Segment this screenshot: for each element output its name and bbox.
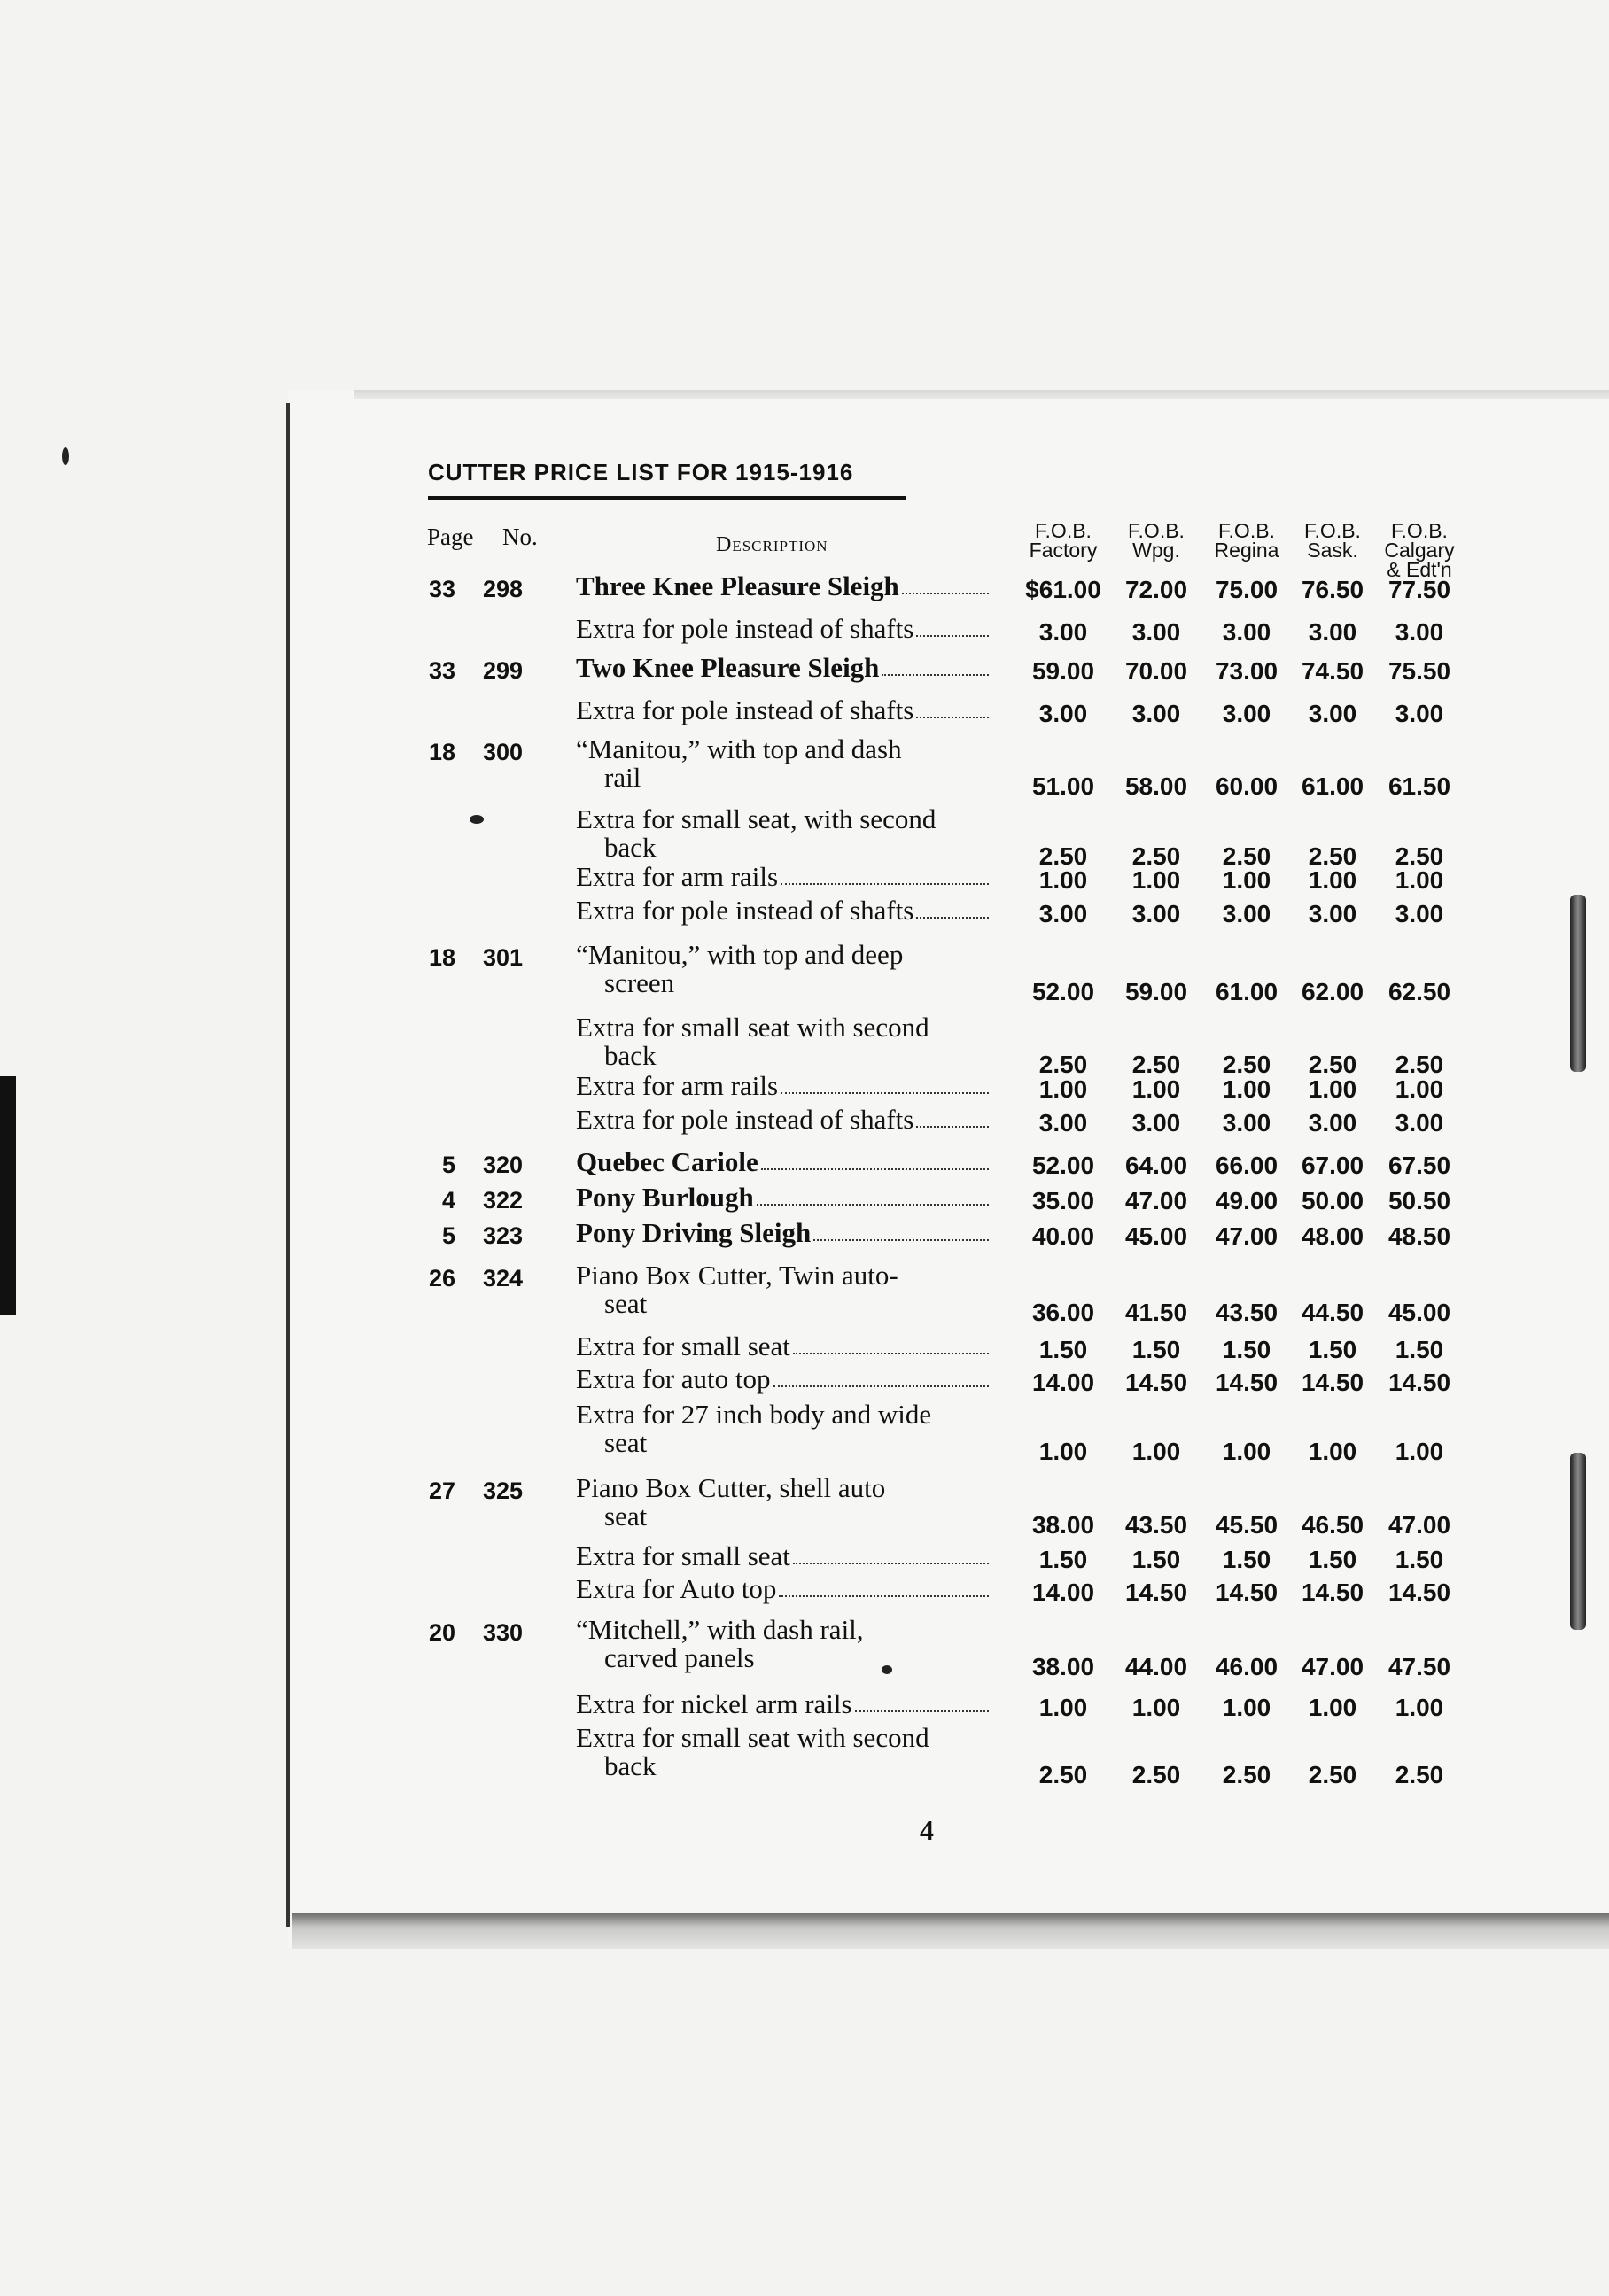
price-cell: 14.50 xyxy=(1215,1369,1279,1396)
price-cell: 50.00 xyxy=(1301,1187,1364,1214)
price-cell: 48.00 xyxy=(1301,1222,1364,1250)
description-cell xyxy=(576,735,992,792)
binder-clip-bottom xyxy=(1570,1453,1586,1630)
price-cell: 46.00 xyxy=(1215,1653,1279,1680)
description-text: back xyxy=(604,1040,657,1071)
price-cell: 61.50 xyxy=(1387,772,1451,800)
column-header-description: Description xyxy=(716,533,828,556)
price-cell: 3.00 xyxy=(1131,700,1181,727)
price-cell: 3.00 xyxy=(1308,1109,1357,1136)
price-cell: 41.50 xyxy=(1124,1299,1188,1326)
description-cell xyxy=(576,1474,992,1531)
price-cell: $61.00 xyxy=(1025,576,1101,603)
description-cell xyxy=(576,1575,992,1603)
price-cell: 3.00 xyxy=(1038,900,1088,927)
description-cell xyxy=(576,1072,992,1100)
description-line xyxy=(576,1105,992,1134)
description-cell xyxy=(576,1332,992,1361)
price-cell: 1.00 xyxy=(1395,1438,1444,1465)
leader-dots xyxy=(761,1168,989,1170)
description-line xyxy=(576,1072,992,1100)
price-cell: 1.00 xyxy=(1308,1075,1357,1103)
price-cell: 49.00 xyxy=(1215,1187,1279,1214)
description-text: Extra for pole instead of shafts xyxy=(576,1104,914,1135)
column-header-line: Sask. xyxy=(1307,539,1358,562)
price-cell: 51.00 xyxy=(1031,772,1095,800)
price-cell: 36.00 xyxy=(1031,1299,1095,1326)
price-cell: 2.50 xyxy=(1395,1761,1444,1788)
item-number-cell: 301 xyxy=(483,944,524,971)
description-line xyxy=(576,1365,992,1393)
price-cell: 1.50 xyxy=(1395,1546,1444,1573)
price-cell: 3.00 xyxy=(1395,618,1444,646)
description-line xyxy=(576,1690,992,1718)
description-line xyxy=(576,1290,992,1318)
price-cell: 2.50 xyxy=(1308,842,1357,870)
price-cell: 64.00 xyxy=(1124,1152,1188,1179)
description-cell xyxy=(576,1105,992,1134)
column-header-factory xyxy=(1014,521,1112,560)
leader-dots xyxy=(813,1239,989,1241)
column-header-page: Page xyxy=(427,524,474,550)
price-cell: 43.50 xyxy=(1124,1511,1188,1539)
item-number-cell: 324 xyxy=(483,1265,524,1292)
price-cell: 77.50 xyxy=(1387,576,1451,603)
description-cell xyxy=(576,1148,992,1176)
price-cell: 1.00 xyxy=(1222,1438,1271,1465)
description-text: Extra for small seat xyxy=(576,1540,790,1571)
price-cell: 75.50 xyxy=(1387,657,1451,685)
price-cell: 62.50 xyxy=(1387,978,1451,1005)
price-cell: 2.50 xyxy=(1038,1051,1088,1078)
description-line xyxy=(576,1183,992,1212)
leader-dots xyxy=(916,717,989,718)
price-cell: 47.00 xyxy=(1124,1187,1188,1214)
description-line xyxy=(576,1042,992,1070)
price-cell: 59.00 xyxy=(1031,657,1095,685)
price-cell: 14.50 xyxy=(1301,1578,1364,1606)
price-cell: 76.50 xyxy=(1301,576,1364,603)
price-cell: 72.00 xyxy=(1124,576,1188,603)
price-cell: 3.00 xyxy=(1131,900,1181,927)
description-line xyxy=(576,896,992,925)
catalog-page-cell: 18 xyxy=(428,739,455,765)
description-text: Extra for small seat, with second xyxy=(576,803,937,834)
price-cell: 1.50 xyxy=(1038,1546,1088,1573)
leader-dots xyxy=(855,1710,989,1712)
column-header-line: & Edt'n xyxy=(1387,558,1452,581)
price-cell: 2.50 xyxy=(1308,1051,1357,1078)
leader-dots xyxy=(793,1563,989,1564)
page-title: CUTTER PRICE LIST FOR 1915-1916 xyxy=(428,459,854,485)
description-line xyxy=(576,572,992,601)
price-cell: 2.50 xyxy=(1222,842,1271,870)
description-cell xyxy=(576,1183,992,1212)
price-cell: 35.00 xyxy=(1031,1187,1095,1214)
price-cell: 1.00 xyxy=(1038,1438,1088,1465)
description-text: Extra for pole instead of shafts xyxy=(576,694,914,725)
price-cell: 46.50 xyxy=(1301,1511,1364,1539)
item-number-cell: 323 xyxy=(483,1222,524,1249)
description-cell xyxy=(576,1542,992,1571)
price-cell: 40.00 xyxy=(1031,1222,1095,1250)
description-text: back xyxy=(604,832,657,863)
price-cell: 45.50 xyxy=(1215,1511,1279,1539)
price-cell: 44.50 xyxy=(1301,1299,1364,1326)
item-number-cell: 299 xyxy=(483,657,524,684)
description-line xyxy=(576,1429,992,1457)
leader-dots xyxy=(757,1204,989,1206)
price-cell: 2.50 xyxy=(1395,842,1444,870)
price-cell: 67.50 xyxy=(1387,1152,1451,1179)
price-cell: 47.50 xyxy=(1387,1653,1451,1680)
description-line xyxy=(576,764,992,792)
price-cell: 3.00 xyxy=(1038,700,1088,727)
description-text: Extra for Auto top xyxy=(576,1573,777,1604)
price-cell: 47.00 xyxy=(1215,1222,1279,1250)
price-cell: 1.00 xyxy=(1222,1694,1271,1721)
price-cell: 1.00 xyxy=(1131,1438,1181,1465)
catalog-page-cell: 20 xyxy=(428,1619,455,1646)
price-cell: 2.50 xyxy=(1038,842,1088,870)
description-line xyxy=(576,1644,992,1672)
description-cell xyxy=(576,572,992,601)
column-header-line: F.O.B. xyxy=(1035,519,1092,542)
price-cell: 1.50 xyxy=(1131,1546,1181,1573)
description-text: Extra for pole instead of shafts xyxy=(576,613,914,644)
leader-dots xyxy=(779,1595,989,1597)
item-number-cell: 330 xyxy=(483,1619,524,1646)
price-cell: 62.00 xyxy=(1301,978,1364,1005)
price-cell: 75.00 xyxy=(1215,576,1279,603)
description-line xyxy=(576,1219,992,1247)
title-underline xyxy=(428,496,906,500)
price-cell: 3.00 xyxy=(1222,618,1271,646)
description-text: Quebec Cariole xyxy=(576,1146,758,1177)
leader-dots xyxy=(916,917,989,919)
price-cell: 1.50 xyxy=(1038,1336,1088,1363)
description-text: Extra for pole instead of shafts xyxy=(576,895,914,926)
catalog-page-cell: 26 xyxy=(428,1265,455,1292)
price-cell: 74.50 xyxy=(1301,657,1364,685)
item-number-cell: 300 xyxy=(483,739,524,765)
price-cell: 1.00 xyxy=(1395,1075,1444,1103)
price-cell: 14.50 xyxy=(1301,1369,1364,1396)
leader-dots xyxy=(916,1126,989,1128)
description-text: carved panels xyxy=(604,1642,755,1673)
column-header-saskatoon xyxy=(1284,521,1381,560)
price-cell: 2.50 xyxy=(1038,1761,1088,1788)
price-cell: 1.00 xyxy=(1038,866,1088,894)
description-line xyxy=(576,1502,992,1531)
description-line xyxy=(576,969,992,997)
price-cell: 1.00 xyxy=(1308,1694,1357,1721)
price-cell: 14.50 xyxy=(1387,1578,1451,1606)
description-text: Extra for nickel arm rails xyxy=(576,1688,852,1719)
item-number-cell: 322 xyxy=(483,1187,524,1214)
price-cell: 1.00 xyxy=(1222,866,1271,894)
column-header-winnipeg xyxy=(1108,521,1205,560)
leader-dots xyxy=(902,593,989,594)
price-cell: 3.00 xyxy=(1038,618,1088,646)
price-cell: 2.50 xyxy=(1131,842,1181,870)
catalog-page-cell: 33 xyxy=(428,657,455,684)
price-cell: 58.00 xyxy=(1124,772,1188,800)
description-line xyxy=(576,1332,992,1361)
description-text: Extra for auto top xyxy=(576,1363,771,1394)
description-text: seat xyxy=(604,1501,648,1532)
price-cell: 3.00 xyxy=(1131,618,1181,646)
price-cell: 14.50 xyxy=(1124,1578,1188,1606)
price-cell: 38.00 xyxy=(1031,1653,1095,1680)
column-header-line: Regina xyxy=(1214,539,1279,562)
description-cell xyxy=(576,863,992,891)
description-text: rail xyxy=(604,762,641,793)
description-text: Piano Box Cutter, Twin auto- xyxy=(576,1260,898,1291)
price-cell: 14.00 xyxy=(1031,1578,1095,1606)
price-cell: 52.00 xyxy=(1031,1152,1095,1179)
leader-dots xyxy=(781,1092,989,1094)
price-cell: 70.00 xyxy=(1124,657,1188,685)
leader-dots xyxy=(773,1385,989,1387)
price-cell: 61.00 xyxy=(1215,978,1279,1005)
price-cell: 3.00 xyxy=(1308,618,1357,646)
description-line xyxy=(576,834,992,862)
price-cell: 48.50 xyxy=(1387,1222,1451,1250)
scan-speck xyxy=(62,447,69,465)
column-header-line: Wpg. xyxy=(1132,539,1180,562)
price-cell: 1.00 xyxy=(1038,1075,1088,1103)
price-cell: 2.50 xyxy=(1308,1761,1357,1788)
price-cell: 1.00 xyxy=(1131,1075,1181,1103)
column-header-line: F.O.B. xyxy=(1128,519,1185,542)
price-cell: 66.00 xyxy=(1215,1152,1279,1179)
price-cell: 1.00 xyxy=(1395,866,1444,894)
page-number: 4 xyxy=(920,1814,934,1846)
catalog-page-cell: 4 xyxy=(441,1187,455,1214)
price-cell: 1.50 xyxy=(1222,1546,1271,1573)
item-number-cell: 298 xyxy=(483,576,524,602)
description-text: “Mitchell,” with dash rail, xyxy=(576,1614,864,1645)
price-cell: 2.50 xyxy=(1395,1051,1444,1078)
price-cell: 3.00 xyxy=(1395,1109,1444,1136)
sheet-left-edge xyxy=(286,403,290,1927)
description-cell xyxy=(576,1616,992,1672)
description-text: Pony Driving Sleigh xyxy=(576,1217,812,1248)
sheet-bottom-edge xyxy=(292,1913,1609,1949)
price-cell: 1.00 xyxy=(1131,866,1181,894)
catalog-page-cell: 27 xyxy=(428,1478,455,1504)
description-cell xyxy=(576,805,992,862)
description-text: Extra for arm rails xyxy=(576,1070,779,1101)
price-cell: 3.00 xyxy=(1222,1109,1271,1136)
description-text: Extra for arm rails xyxy=(576,861,779,892)
sheet-top-edge xyxy=(354,390,1609,399)
description-text: seat xyxy=(604,1288,648,1319)
price-cell: 1.50 xyxy=(1395,1336,1444,1363)
description-cell xyxy=(576,1365,992,1393)
price-cell: 67.00 xyxy=(1301,1152,1364,1179)
price-cell: 14.50 xyxy=(1387,1369,1451,1396)
price-cell: 1.00 xyxy=(1308,1438,1357,1465)
description-cell xyxy=(576,1724,992,1780)
description-cell xyxy=(576,696,992,725)
description-text: Extra for small seat with second xyxy=(576,1722,929,1753)
price-cell: 60.00 xyxy=(1215,772,1279,800)
binder-clip-top xyxy=(1570,895,1586,1072)
binding-shadow xyxy=(0,1076,16,1315)
leader-dots xyxy=(916,635,989,637)
item-number-cell: 325 xyxy=(483,1478,524,1504)
description-text: Extra for small seat xyxy=(576,1330,790,1361)
price-cell: 2.50 xyxy=(1222,1761,1271,1788)
column-header-line: F.O.B. xyxy=(1304,519,1361,542)
price-cell: 61.00 xyxy=(1301,772,1364,800)
column-header-line: F.O.B. xyxy=(1391,519,1448,542)
description-line xyxy=(576,654,992,682)
price-cell: 73.00 xyxy=(1215,657,1279,685)
catalog-page-cell: 33 xyxy=(428,576,455,602)
description-line xyxy=(576,1575,992,1603)
price-cell: 1.50 xyxy=(1222,1336,1271,1363)
description-line xyxy=(576,863,992,891)
price-cell: 3.00 xyxy=(1308,900,1357,927)
description-line xyxy=(576,615,992,643)
price-cell: 50.50 xyxy=(1387,1187,1451,1214)
price-cell: 1.00 xyxy=(1395,1694,1444,1721)
leader-dots xyxy=(781,883,989,885)
price-cell: 1.00 xyxy=(1131,1694,1181,1721)
item-number-cell: 320 xyxy=(483,1152,524,1178)
column-header-calgary xyxy=(1371,521,1468,579)
column-header-regina xyxy=(1198,521,1295,560)
description-text: “Manitou,” with top and deep xyxy=(576,939,904,970)
price-cell: 2.50 xyxy=(1131,1051,1181,1078)
description-line xyxy=(576,1148,992,1176)
price-cell: 47.00 xyxy=(1301,1653,1364,1680)
price-cell: 47.00 xyxy=(1387,1511,1451,1539)
catalog-page-cell: 5 xyxy=(441,1152,455,1178)
price-cell: 59.00 xyxy=(1124,978,1188,1005)
column-header-no: No. xyxy=(502,524,538,550)
price-cell: 14.50 xyxy=(1124,1369,1188,1396)
description-cell xyxy=(576,654,992,682)
price-cell: 3.00 xyxy=(1308,700,1357,727)
price-cell: 3.00 xyxy=(1395,700,1444,727)
price-cell: 1.50 xyxy=(1308,1546,1357,1573)
description-text: Extra for small seat with second xyxy=(576,1012,929,1043)
price-cell: 45.00 xyxy=(1124,1222,1188,1250)
column-header-line: Calgary xyxy=(1384,539,1455,562)
price-cell: 3.00 xyxy=(1222,900,1271,927)
scan-speck xyxy=(470,815,484,824)
description-text: Extra for 27 inch body and wide xyxy=(576,1399,932,1430)
description-text: Two Knee Pleasure Sleigh xyxy=(576,652,880,683)
description-text: Pony Burlough xyxy=(576,1182,754,1213)
price-cell: 3.00 xyxy=(1131,1109,1181,1136)
price-cell: 3.00 xyxy=(1038,1109,1088,1136)
leader-dots xyxy=(882,674,989,676)
description-line xyxy=(576,1752,992,1780)
price-cell: 1.00 xyxy=(1222,1075,1271,1103)
description-cell xyxy=(576,615,992,643)
price-cell: 3.00 xyxy=(1222,700,1271,727)
catalog-page-cell: 18 xyxy=(428,944,455,971)
description-line xyxy=(576,1542,992,1571)
catalog-page-cell: 5 xyxy=(441,1222,455,1249)
price-cell: 45.00 xyxy=(1387,1299,1451,1326)
price-cell: 2.50 xyxy=(1222,1051,1271,1078)
price-cell: 44.00 xyxy=(1124,1653,1188,1680)
price-cell: 2.50 xyxy=(1131,1761,1181,1788)
price-cell: 14.00 xyxy=(1031,1369,1095,1396)
description-text: “Manitou,” with top and dash xyxy=(576,733,902,764)
description-cell xyxy=(576,1219,992,1247)
description-cell xyxy=(576,896,992,925)
description-line xyxy=(576,696,992,725)
price-cell: 14.50 xyxy=(1215,1578,1279,1606)
description-cell xyxy=(576,941,992,997)
price-cell: 43.50 xyxy=(1215,1299,1279,1326)
column-header-line: F.O.B. xyxy=(1218,519,1275,542)
description-text: screen xyxy=(604,967,675,998)
price-cell: 38.00 xyxy=(1031,1511,1095,1539)
leader-dots xyxy=(793,1353,989,1354)
description-cell xyxy=(576,1400,992,1457)
price-cell: 1.00 xyxy=(1038,1694,1088,1721)
price-cell: 52.00 xyxy=(1031,978,1095,1005)
description-text: Three Knee Pleasure Sleigh xyxy=(576,570,899,601)
description-text: back xyxy=(604,1750,657,1781)
description-text: Piano Box Cutter, shell auto xyxy=(576,1472,886,1503)
description-text: seat xyxy=(604,1427,648,1458)
price-cell: 3.00 xyxy=(1395,900,1444,927)
description-cell xyxy=(576,1013,992,1070)
price-cell: 1.50 xyxy=(1131,1336,1181,1363)
column-header-line: Factory xyxy=(1029,539,1098,562)
price-cell: 1.00 xyxy=(1308,866,1357,894)
price-cell: 1.50 xyxy=(1308,1336,1357,1363)
description-cell xyxy=(576,1261,992,1318)
description-cell xyxy=(576,1690,992,1718)
